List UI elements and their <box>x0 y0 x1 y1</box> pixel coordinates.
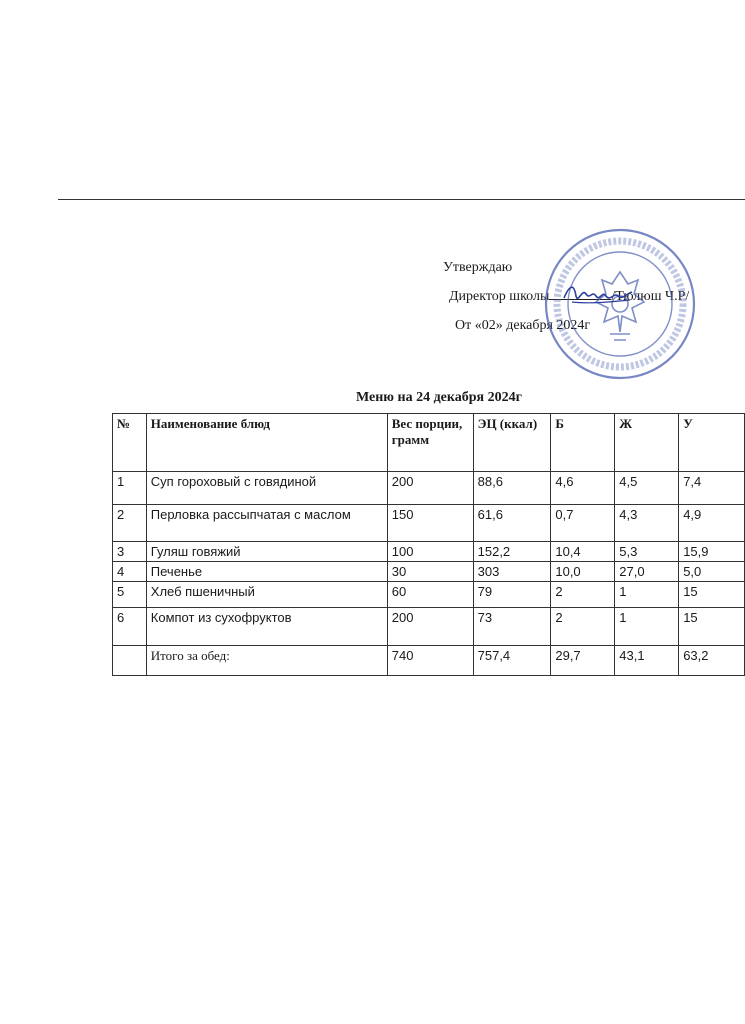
row-protein: 4,6 <box>551 472 615 505</box>
table-row <box>113 542 745 562</box>
table-row <box>113 608 745 646</box>
row-fat: 1 <box>615 608 679 646</box>
director-label: Директор школы <box>449 289 550 304</box>
total-label: Итого за обед: <box>146 646 387 676</box>
header-energy: ЭЦ (ккал) <box>473 414 551 472</box>
row-number: 5 <box>113 582 147 608</box>
row-dish-name: Компот из сухофруктов <box>146 608 387 646</box>
table-row <box>113 505 745 542</box>
row-fat: 1 <box>615 582 679 608</box>
total-protein: 29,7 <box>551 646 615 676</box>
table-total-row <box>113 646 745 676</box>
row-energy: 61,6 <box>473 505 551 542</box>
row-protein: 2 <box>551 582 615 608</box>
row-number: 2 <box>113 505 147 542</box>
header-fat: Ж <box>615 414 679 472</box>
row-weight: 200 <box>387 608 473 646</box>
header-dish-name: Наименование блюд <box>146 414 387 472</box>
row-carbs: 15 <box>679 608 745 646</box>
header-number: № <box>113 414 147 472</box>
total-blank-cell <box>113 646 147 676</box>
row-number: 4 <box>113 562 147 582</box>
row-number: 3 <box>113 542 147 562</box>
row-energy: 88,6 <box>473 472 551 505</box>
row-weight: 30 <box>387 562 473 582</box>
table-row <box>113 562 745 582</box>
row-fat: 4,5 <box>615 472 679 505</box>
row-protein: 10,0 <box>551 562 615 582</box>
row-carbs: 4,9 <box>679 505 745 542</box>
row-dish-name: Хлеб пшеничный <box>146 582 387 608</box>
row-protein: 2 <box>551 608 615 646</box>
header-carbs: У <box>679 414 745 472</box>
row-weight: 100 <box>387 542 473 562</box>
row-weight: 200 <box>387 472 473 505</box>
row-fat: 5,3 <box>615 542 679 562</box>
row-carbs: 15,9 <box>679 542 745 562</box>
director-name: /Тюлюш Ч.Р/ <box>611 289 690 304</box>
menu-table <box>112 413 745 676</box>
table-header-row <box>113 414 745 472</box>
table-row <box>113 582 745 608</box>
row-energy: 79 <box>473 582 551 608</box>
row-number: 6 <box>113 608 147 646</box>
total-carbs: 63,2 <box>679 646 745 676</box>
approval-line: Утверждаю <box>443 260 513 275</box>
approval-date: От «02» декабря 2024г <box>455 318 591 333</box>
row-fat: 4,3 <box>615 505 679 542</box>
row-number: 1 <box>113 472 147 505</box>
handwritten-signature <box>560 278 640 312</box>
header-protein: Б <box>551 414 615 472</box>
row-dish-name: Гуляш говяжий <box>146 542 387 562</box>
total-fat: 43,1 <box>615 646 679 676</box>
row-protein: 10,4 <box>551 542 615 562</box>
row-energy: 152,2 <box>473 542 551 562</box>
row-energy: 73 <box>473 608 551 646</box>
row-carbs: 5,0 <box>679 562 745 582</box>
header-weight: Вес порции, грамм <box>387 414 473 472</box>
total-weight: 740 <box>387 646 473 676</box>
row-carbs: 15 <box>679 582 745 608</box>
row-dish-name: Печенье <box>146 562 387 582</box>
page-top-rule <box>58 199 745 200</box>
row-energy: 303 <box>473 562 551 582</box>
row-weight: 60 <box>387 582 473 608</box>
row-protein: 0,7 <box>551 505 615 542</box>
row-carbs: 7,4 <box>679 472 745 505</box>
row-fat: 27,0 <box>615 562 679 582</box>
row-dish-name: Перловка рассыпчатая с маслом <box>146 505 387 542</box>
row-dish-name: Суп гороховый с говядиной <box>146 472 387 505</box>
total-energy: 757,4 <box>473 646 551 676</box>
menu-title: Меню на 24 декабря 2024г <box>356 390 522 405</box>
table-row <box>113 472 745 505</box>
row-weight: 150 <box>387 505 473 542</box>
